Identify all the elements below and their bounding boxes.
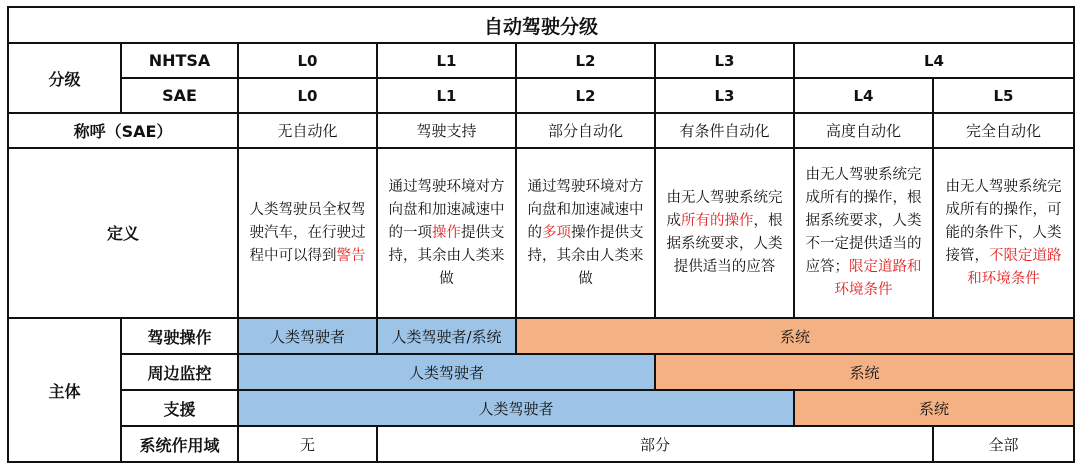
- monitor-label: 周边监控: [121, 354, 238, 390]
- support-label: 支援: [121, 390, 238, 426]
- autonomy-levels-table: [7, 6, 1075, 463]
- support-human: 人类驾驶者: [238, 390, 794, 426]
- sae-level: L3: [655, 78, 794, 113]
- autonomy-table-container: [7, 6, 1073, 461]
- level-name: 完全自动化: [933, 113, 1074, 148]
- level-name: 无自动化: [238, 113, 377, 148]
- definition-text: 操作提供支持，其余由人类来做: [527, 224, 644, 287]
- definition-highlight: 不限定道路和环境条件: [967, 247, 1062, 287]
- drive-op-label: 驾驶操作: [121, 318, 238, 354]
- nhtsa-level: L4: [794, 43, 1074, 78]
- monitor-system: 系统: [655, 354, 1074, 390]
- sae-label: SAE: [121, 78, 238, 113]
- level-name: 驾驶支持: [377, 113, 516, 148]
- definition-highlight: 操作: [432, 224, 461, 241]
- sae-level: L4: [794, 78, 933, 113]
- sae-level: L5: [933, 78, 1074, 113]
- domain-label: 系统作用域: [121, 426, 238, 462]
- definition-highlight: 警告: [336, 247, 366, 264]
- definition-text: 由无人驾驶系统完成所有的操作，根据系统要求，人类不一定提供适当的应答；: [805, 167, 922, 275]
- level-name: 有条件自动化: [655, 113, 794, 148]
- nhtsa-level: L2: [516, 43, 655, 78]
- sae-level: L1: [377, 78, 516, 113]
- definition-text: ，根据系统要求，人类提供适当的应答: [666, 213, 783, 275]
- nhtsa-level: L1: [377, 43, 516, 78]
- level-name: 部分自动化: [516, 113, 655, 148]
- definition-label: 定义: [8, 148, 238, 318]
- domain-partial: 部分: [377, 426, 933, 462]
- nhtsa-label: NHTSA: [121, 43, 238, 78]
- level-name: 高度自动化: [794, 113, 933, 148]
- definition-cell: [377, 148, 516, 318]
- definition-cell: [655, 148, 794, 318]
- drive-op-system: 系统: [516, 318, 1074, 354]
- sae-level: L2: [516, 78, 655, 113]
- subject-label: 主体: [8, 318, 121, 462]
- definition-highlight: 所有的操作: [681, 213, 754, 229]
- definition-text: 由无人驾驶系统完成所有的操作，可能的条件下，人类接管，: [945, 178, 1062, 264]
- sae-level: L0: [238, 78, 377, 113]
- definition-cell: [238, 148, 377, 318]
- definition-text: 人类驾驶员全权驾驶汽车，在行驶过程中可以得到: [249, 201, 366, 264]
- name-label: 称呼（SAE）: [8, 113, 238, 148]
- definition-cell: [794, 148, 933, 318]
- monitor-human: 人类驾驶者: [238, 354, 655, 390]
- definition-text: 通过驾驶环境对方向盘和加速减速中的: [527, 178, 644, 241]
- domain-full: 全部: [933, 426, 1074, 462]
- grade-label: 分级: [8, 43, 121, 113]
- domain-none: 无: [238, 426, 377, 462]
- definition-highlight: 多项: [542, 224, 571, 241]
- definition-cell: [516, 148, 655, 318]
- definition-cell: [933, 148, 1074, 318]
- support-system: 系统: [794, 390, 1074, 426]
- table-title: 自动驾驶分级: [8, 7, 1074, 43]
- definition-text: 由无人驾驶系统完成: [666, 190, 783, 229]
- definition-text: 提供支持，其余由人类来做: [388, 224, 505, 287]
- nhtsa-level: L3: [655, 43, 794, 78]
- drive-op-shared: 人类驾驶者/系统: [377, 318, 516, 354]
- definition-highlight: 限定道路和环境条件: [834, 259, 922, 298]
- definition-text: 通过驾驶环境对方向盘和加速减速中的一项: [388, 178, 505, 241]
- drive-op-human: 人类驾驶者: [238, 318, 377, 354]
- nhtsa-level: L0: [238, 43, 377, 78]
